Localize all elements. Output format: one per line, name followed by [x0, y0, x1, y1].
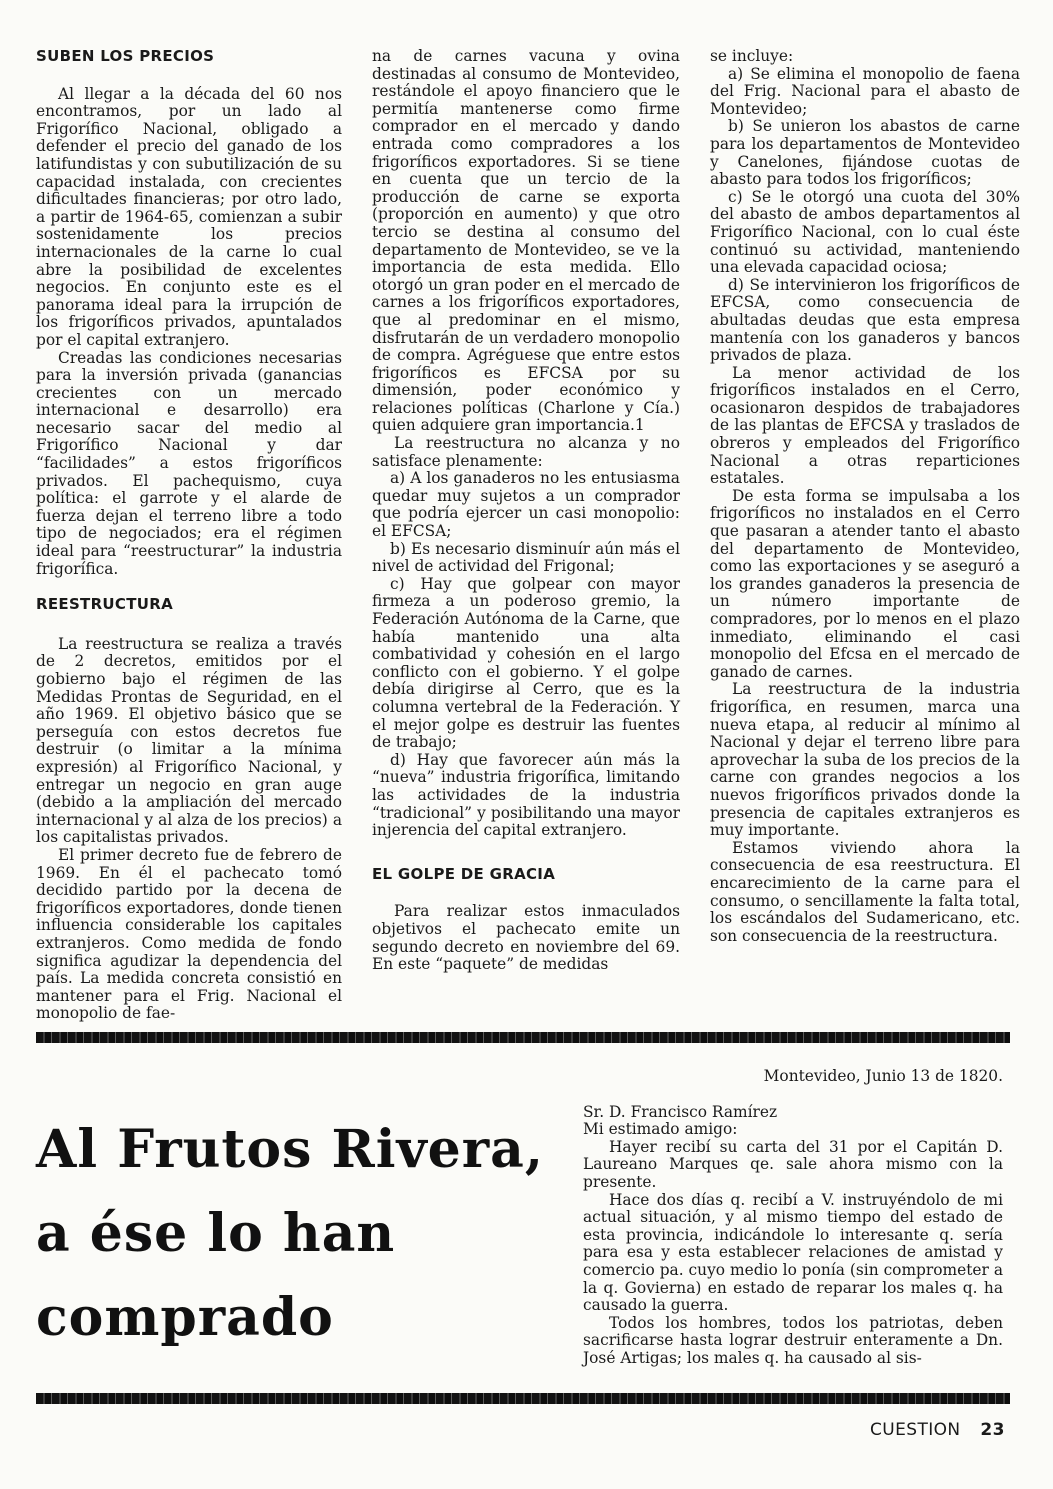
page-number: 23	[980, 1420, 1005, 1440]
paragraph: La menor actividad de los frigoríficos instalados en el Cerro, ocasionaron despidos de trabajadores de las plantas de EFCSA y traslados de obreros y empleados del Frigorífico Nacional a otras reparticiones estatales.	[710, 363, 1020, 488]
list-item: d) Se intervinieron los frigoríficos de EFCSA, como consecuencia de abultadas deudas que esta empresa mantenía con los ganaderos y bancos privados de plaza.	[710, 275, 1020, 365]
divider-band	[36, 1393, 1010, 1404]
paragraph: Creadas las condiciones necesarias para la inversión privada (ganancias crecientes con un mercado internacional e desarrollo) era necesario sacar del medio al Frigorífico Nacional y dar “facilidades” a estos frigoríficos privados. El pachequismo, cuya política: el garrote y el alarde de fuerza dejan el terreno libre a todo tipo de negociados; era el régimen ideal para “reestructurar” la industria frigorífica.	[36, 348, 342, 578]
paragraph: La reestructura se realiza a través de 2 decretos, emitidos por el gobierno bajo el régimen de las Medidas Prontas de Seguridad, en el año 1969. El objetivo básico que se perseguía con estos decretos fue destruir (o limitar a la mínima expresión) al Frigorífico Nacional, y entregar un negocio en gran auge (debido a la ampliación del mercado internacional y al alza de los precios) a los capitalistas privados.	[36, 634, 342, 847]
paragraph: El primer decreto fue de febrero de 1969. En él el pachecato tomó decidido partido por la decena de frigoríficos exportadores, donde tienen influencia considerable los capitales extranjeros. Como medida de fondo significa agudizar la dependencia del país. La medida concreta consistió en mantener para el Frig. Nacional el monopolio de fae-	[36, 845, 342, 1023]
headline-line: Al Frutos Rivera,	[36, 1119, 544, 1180]
headline	[36, 1108, 556, 1360]
list-item: a) Se elimina el monopolio de faena del Frig. Nacional para el abasto de Montevideo;	[710, 64, 1020, 118]
list-item: c) Hay que golpear con mayor firmeza a un poderoso gremio, la Federación Autónoma de la Carne, que había mantenido una alta combatividad y cohesión en el largo conflicto con el gobierno. Y el golpe debía dirigirse al Cerro, que es la columna vertebral de la Federación. Y el mejor golpe es destruir las fuentes de trabajo;	[372, 574, 680, 752]
divider-band	[36, 1032, 1010, 1043]
letter-greeting: Mi estimado amigo:	[583, 1120, 738, 1139]
section-heading-suben-los-precios: SUBEN LOS PRECIOS	[36, 47, 215, 65]
paragraph: se incluye:	[710, 47, 794, 65]
section-heading-reestructura: REESTRUCTURA	[36, 595, 173, 614]
list-item: d) Hay que favorecer aún más la “nueva” industria frigorífica, limitando las actividades de la industria “tradicional” y posibilitando una mayor injerencia del capital extranjero.	[372, 750, 680, 840]
page-footer	[870, 1420, 1005, 1440]
list-item: b) Se unieron los abastos de carne para los departamentos de Montevideo y Canelones, fijándose cuotas de abasto para todos los frigoríficos;	[710, 117, 1020, 189]
paragraph: La reestructura de la industria frigorífica, en resumen, marca una nueva etapa, al reducir al mínimo al Nacional y dejar el terreno libre para aprovechar la suba de los precios de la carne con grandes negocios a los nuevos frigoríficos privados donde la presencia de capitales extranjeros es muy importante.	[710, 680, 1020, 840]
paragraph: Al llegar a la década del 60 nos encontramos, por un lado al Frigorífico Nacional, obligado a defender el precio del ganado de los latifundistas y con subutilización de su capacidad instalada, con crecientes dificultades financieras; por otro lado, a partir de 1964-65, comienzan a subir sostenidamente los precios internacionales de la carne lo cual abre la posibilidad de excelentes negocios. En conjunto este es el panorama ideal para la irrupción de los frigoríficos privados, apuntalados por el capital extranjero.	[36, 84, 342, 349]
letter-recipient: Sr. D. Francisco Ramírez	[583, 1102, 778, 1121]
paragraph: Para realizar estos inmaculados objetivos el pachecato emite un segundo decreto en noviembre del 69. En este “paquete” de medidas	[372, 902, 680, 974]
paragraph: Estamos viviendo ahora la consecuencia de esa reestructura. El encarecimiento de la carne para el consumo, o sencillamente la falta total, los escándalos del Sudamericano, etc. son consecuencia de la reestructura.	[710, 838, 1020, 945]
article-column-1	[36, 48, 342, 1023]
headline-line: a ése lo han	[36, 1203, 396, 1264]
paragraph: La reestructura no alcanza y no satisface plenamente:	[372, 434, 680, 470]
paragraph: Hayer recibí su carta del 31 por el Capitán D. Laureano Marques qe. sale ahora mismo con la presente.	[583, 1137, 1003, 1191]
letter-date: Montevideo, Junio 13 de 1820.	[763, 1067, 1003, 1085]
list-item: b) Es necesario disminuír aún más el nivel de actividad del Frigonal;	[372, 539, 680, 576]
article-column-3	[710, 48, 1020, 945]
list-item: c) Se le otorgó una cuota del 30% del abasto de ambos departamentos al Frigorífico Nacional, con lo cual éste continuó su actividad, manteniendo una elevada capacidad ociosa;	[710, 187, 1020, 277]
section-heading-el-golpe-de-gracia: EL GOLPE DE GRACIA	[372, 864, 556, 883]
letter-excerpt	[583, 1068, 1003, 1368]
headline-line: comprado	[36, 1287, 334, 1348]
paragraph: De esta forma se impulsaba a los frigoríficos no instalados en el Cerro que pasaran a atender tanto el abasto del departamento de Montevideo, como las exportaciones y se aseguró a los grandes ganaderos la presencia de un número importante de compradores, por lo menos en el plazo inmediato, eliminando el casi monopolio del Efcsa en el mercado de ganado de carnes.	[710, 486, 1020, 681]
paragraph: Hace dos días q. recibí a V. instruyéndolo de mi actual situación, y al mismo tiempo del estado de esta provincia, indicándole lo interesante q. sería para esa y esta establecer relaciones de amistad y comercio pa. cuyo medio lo ponía (sin comprometer a la q. Govierna) en estado de reparar los males q. ha causado la guerra.	[583, 1190, 1003, 1315]
article-column-2	[372, 48, 680, 974]
magazine-name: CUESTION	[870, 1420, 961, 1440]
paragraph: na de carnes vacuna y ovina destinadas al consumo de Montevideo, restándole el apoyo financiero que le permitía mantenerse como firme comprador en el mercado y dando entrada como compradores a los frigoríficos exportadores. Si se tiene en cuenta que un tercio de la producción de carne se exporta (proporción en aumento) y que otro tercio se destina al consumo del departamento de Montevideo, se ve la importancia de esta medida. Ello otorgó un gran poder en el mercado de carnes a los frigoríficos exportadores, que al predominar en el mismo, disfrutarán de un verdadero monopolio de compra. Agréguese que entre estos frigoríficos es EFCSA por su dimensión, poder económico y relaciones políticas (Charlone y Cía.) quien adquiere gran importancia.1	[372, 47, 680, 435]
list-item: a) A los ganaderos no les entusiasma quedar muy sujetos a un comprador que podría ejercer un casi monopolio: el EFCSA;	[372, 469, 680, 541]
paragraph: Todos los hombres, todos los patriotas, deben sacrificarse hasta lograr destruir enteramente a Dn. José Artigas; los males q. ha causado al sis-	[583, 1313, 1003, 1367]
